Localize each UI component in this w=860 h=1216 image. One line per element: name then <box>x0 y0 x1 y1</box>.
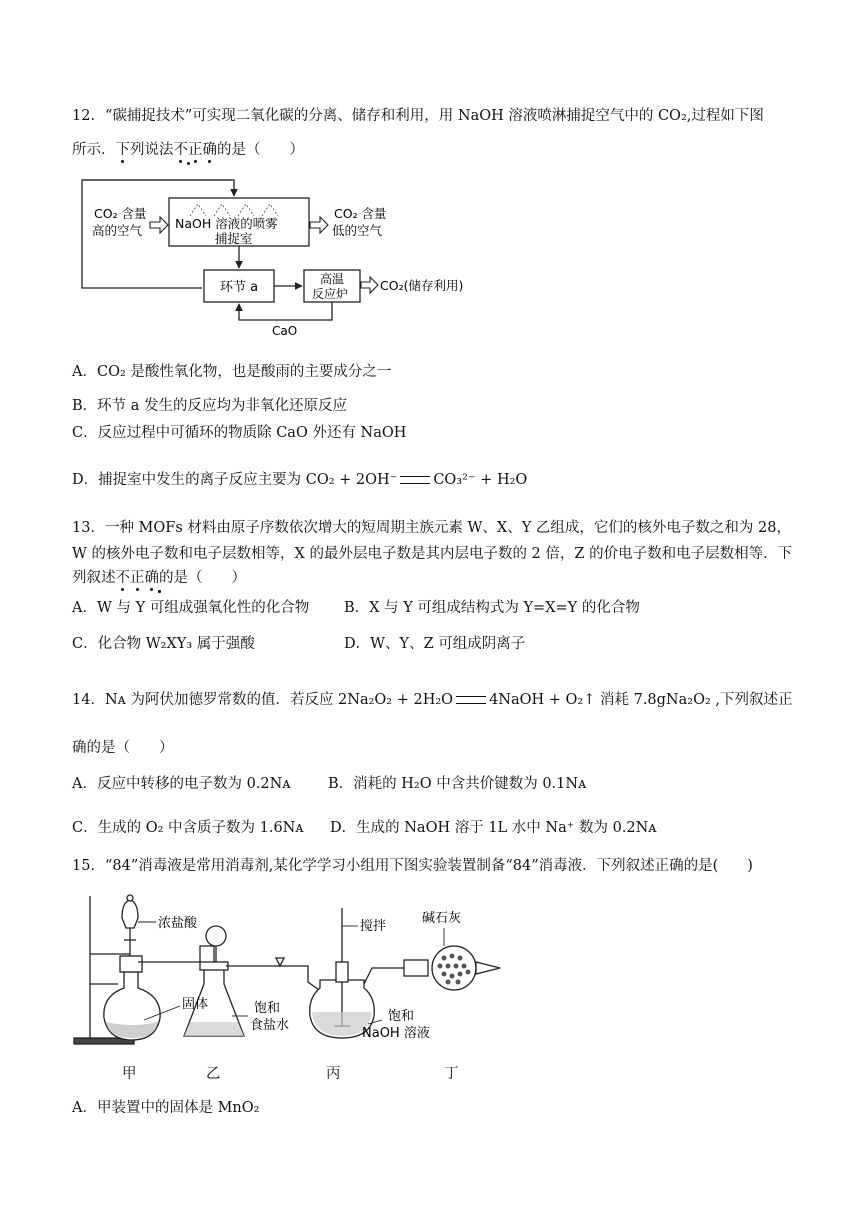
q12-flow-diagram <box>72 170 512 340</box>
q15-apparatus-yi: 乙 <box>206 1066 221 1082</box>
q13-emph-1: 不 <box>115 570 130 586</box>
svg-text:高温: 高温 <box>320 272 345 286</box>
q15-stem-line1: 15．“84”消毒液是常用消毒剂,某化学学习小组用下图实验装置制备“84”消毒液．下列叙述正确的是( ) <box>72 858 753 874</box>
svg-text:反应炉: 反应炉 <box>312 287 349 301</box>
q14-option-d[interactable]: D．生成的 NaOH 溶于 1L 水中 Na⁺ 数为 0.2Nᴀ <box>330 820 657 836</box>
q14-stem-line1 <box>72 690 793 710</box>
q13-stem-pre: 列叙述 <box>72 570 116 586</box>
q12-emph-2: 正 <box>188 142 203 158</box>
q12-option-d-pre: D．捕捉室中发生的离子反应主要为 CO₂ + 2OH⁻ <box>72 472 398 488</box>
svg-text:环节 a: 环节 a <box>220 280 259 295</box>
q14-stem-pre: 14．Nᴀ 为阿伏加德罗常数的值．若反应 2Na₂O₂ + 2H₂O <box>72 692 454 708</box>
q12-option-a[interactable]: A．CO₂ 是酸性氧化物，也是酸雨的主要成分之一 <box>72 364 392 380</box>
q13-option-d[interactable]: D．W、Y、Z 可组成阴离子 <box>344 636 526 652</box>
q14-stem-line2: 确的是（ ） <box>72 740 174 756</box>
q13-stem-line3 <box>72 568 246 588</box>
q12-stem-line1: 12．“碳捕捉技术”可实现二氧化碳的分离、储存和利用，用 NaOH 溶液喷淋捕捉空气中的 CO₂,过程如下图 <box>72 108 764 124</box>
q15-apparatus-ding: 丁 <box>444 1066 459 1082</box>
q12-stem-post: 的是（ ） <box>217 142 304 158</box>
q12-cao: CaO <box>272 324 298 338</box>
q12-option-c[interactable]: C．反应过程中可循环的物质除 CaO 外还有 NaOH <box>72 425 407 441</box>
q12-emph-1: 不 <box>173 142 188 158</box>
q15-label-brine: 饱和食盐水 <box>250 1001 290 1033</box>
q14-option-c[interactable]: C．生成的 O₂ 中含质子数为 1.6Nᴀ <box>72 820 304 836</box>
q14-stem-post: 4NaOH + O₂↑ 消耗 7.8gNa₂O₂ ,下列叙述正 <box>489 692 793 708</box>
q13-emph-2: 正 <box>130 570 145 586</box>
q12-option-d-post: CO₃²⁻ + H₂O <box>433 472 528 488</box>
q15-label-hcl: 浓盐酸 <box>158 916 198 931</box>
q13-stem-line2: W 的核外电子数和电子层数相等，X 的最外层电子数是其内层电子数的 2 倍，Z 的价电子数和电子层数相等．下 <box>72 546 793 562</box>
q15-label-stir: 搅拌 <box>360 919 387 934</box>
q15-apparatus-diagram <box>72 888 502 1053</box>
q12-emph-3: 确 <box>202 142 217 158</box>
q12-label-in: CO₂ 含量高的空气 <box>92 206 147 238</box>
svg-text:捕捉室: 捕捉室 <box>215 231 253 246</box>
q14-option-a[interactable]: A．反应中转移的电子数为 0.2Nᴀ <box>72 776 291 792</box>
q13-option-a[interactable]: A．W 与 Y 可组成强氧化性的化合物 <box>72 600 310 616</box>
q13-stem-line1: 13．一种 MOFs 材料由原子序数依次增大的短周期主族元素 W、X、Y 乙组成，它们的核外电子数之和为 28， <box>72 520 791 536</box>
q14-option-b[interactable]: B．消耗的 H₂O 中含共价键数为 0.1Nᴀ <box>328 776 587 792</box>
q15-apparatus-bing: 丙 <box>326 1066 341 1082</box>
q12-product: CO₂(储存利用) <box>380 278 464 293</box>
q12-option-d[interactable] <box>72 470 527 490</box>
q12-stem-line2 <box>72 140 304 160</box>
q12-option-b[interactable]: B．环节 a 发生的反应均为非氧化还原反应 <box>72 398 348 414</box>
q12-label-out: CO₂ 含量低的空气 <box>332 206 387 238</box>
q15-apparatus-jia: 甲 <box>122 1066 137 1082</box>
q15-label-naoh: 饱和 NaOH 溶液 <box>362 1009 430 1041</box>
q12-stem-pre: 所示．下列说法 <box>72 142 174 158</box>
q13-option-b[interactable]: B．X 与 Y 可组成结构式为 Y=X=Y 的化合物 <box>344 600 640 616</box>
q12-chamber-label: NaOH 溶液的喷雾 <box>175 216 278 231</box>
q15-label-soda-lime: 碱石灰 <box>422 911 462 926</box>
q15-label-solid: 固体 <box>182 997 209 1012</box>
q13-emph-3: 确 <box>144 570 159 586</box>
q15-option-a[interactable]: A．甲装置中的固体是 MnO₂ <box>72 1100 260 1116</box>
q13-option-c[interactable]: C．化合物 W₂XY₃ 属于强酸 <box>72 636 255 652</box>
q13-stem-post: 的是（ ） <box>159 570 246 586</box>
